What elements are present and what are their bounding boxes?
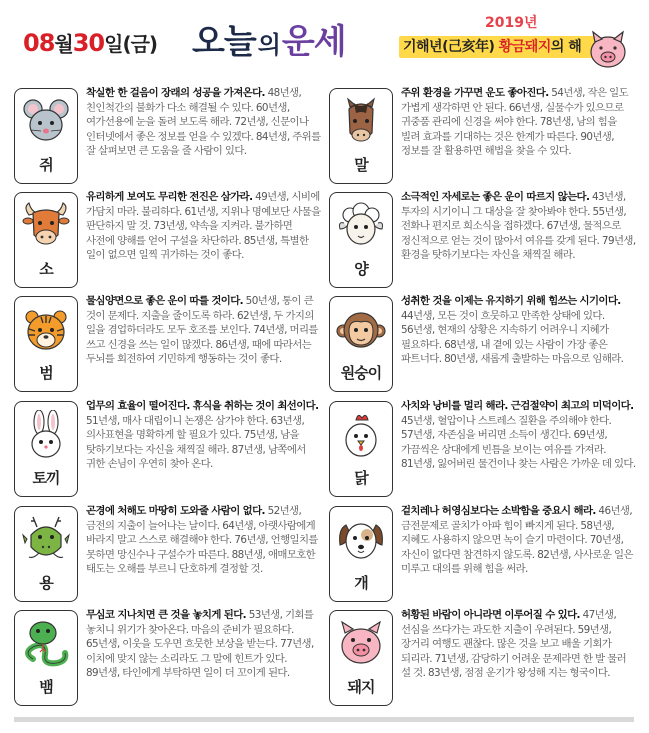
fortune-text — [401, 399, 636, 472]
animal-card — [14, 192, 78, 288]
fortune-text — [86, 608, 321, 681]
animal-name: 뱀 — [39, 678, 53, 696]
animal-card — [329, 192, 393, 288]
fortune-entry-pig — [329, 610, 636, 712]
fortune-headline: 유리하게 보여도 무리한 전진은 삼가라. — [86, 191, 253, 203]
fortune-entry-snake — [14, 610, 321, 712]
snake-icon — [21, 619, 71, 669]
date-weekday: (금) — [122, 32, 158, 56]
banner-line1: 기해년(己亥年) — [403, 39, 499, 55]
fortune-body: 46년생, 금전문제로 골치가 아파 힘이 빠지게 된다. 58년생, 지혜도 사용하지 않으면 녹이 슬기 마련이다. 70년생, 자신이 없다면 참견하지 않도록. 82년생, 사사로운 일은 미루고 대의를 위해 힘을 써라. — [401, 505, 633, 576]
fortune-headline: 곤경에 처해도 마땅히 도와줄 사람이 없다. — [86, 505, 265, 517]
animal-name: 쥐 — [39, 156, 53, 174]
fortune-entry-dog — [329, 506, 636, 608]
fortune-text — [86, 504, 321, 577]
animal-card — [14, 296, 78, 392]
banner-line — [403, 36, 581, 56]
banner-line3: 의 해 — [550, 39, 582, 55]
banner-year: 2019년 — [485, 15, 538, 31]
title-part1: 오늘 — [192, 22, 256, 62]
year-banner — [397, 12, 629, 72]
fortune-text — [86, 294, 321, 367]
fortune-headline: 착실한 한 걸음이 장래의 성공을 가져온다. — [86, 87, 265, 99]
date-month-unit: 월 — [54, 32, 73, 56]
date-month: 08 — [23, 29, 55, 57]
title-part3: 운세 — [281, 22, 346, 62]
fortune-text — [401, 504, 636, 577]
animal-name: 말 — [354, 156, 368, 174]
animal-name: 소 — [39, 260, 53, 278]
fortune-entry-horse — [329, 88, 636, 190]
animal-card — [14, 401, 78, 497]
animal-name: 원숭이 — [340, 364, 382, 382]
animal-name: 토끼 — [32, 469, 60, 487]
monkey-icon — [336, 305, 386, 355]
title-part2: 의 — [257, 31, 280, 59]
date-label — [23, 28, 157, 57]
fortune-text — [401, 190, 636, 263]
sheep-icon — [336, 201, 386, 251]
banner-pig-icon — [587, 30, 629, 70]
fortune-body: 43년생, 투자의 시기이니 그 대상을 잘 찾아봐야 한다. 55년생, 전화나 편지로 희소식을 접하겠다. 67년생, 물적으로 정신적으로 얻는 것이 많아서 여유를 갖게 된다. 79년생, 환경을 탓하기보다는 자신을 채찍질 해라. — [401, 191, 636, 262]
fortune-headline: 성취한 것을 이제는 유지하기 위해 힘쓰는 시기이다. — [401, 295, 621, 307]
header — [0, 0, 649, 82]
animal-card — [329, 610, 393, 706]
fortune-entry-monkey — [329, 296, 636, 398]
ox-icon — [21, 201, 71, 251]
animal-card — [14, 610, 78, 706]
page-title — [192, 14, 346, 63]
fortune-body: 45년생, 혈압이나 스트레스 질환을 주의해야 한다. 57년생, 자존심을 버리면 소득이 생긴다. 69년생, 가끔씩은 상대에게 빈틈을 보이는 여유를 가져라. 81년생, 잃어버린 물건이나 찾는 사람은 가까운 데 있다. — [401, 414, 636, 471]
fortune-entry-rooster — [329, 401, 636, 503]
fortune-body: 54년생, 작은 일도 가볍게 생각하면 안 된다. 66년생, 실물수가 있으므로 귀중품 관리에 신경을 써야 한다. 78년생, 남의 힘을 빌려 효과를 기대하는 것은 한계가 따른다. 90년생, 정보를 잘 활용하면 해법을 찾을 수 있다. — [401, 87, 629, 158]
fortune-entry-sheep — [329, 192, 636, 294]
fortune-body: 48년생, 친인척간의 불화가 다소 해결될 수 있다. 60년생, 여가선용에 눈을 돌려 보도록 해라. 72년생, 신문이나 인터넷에서 좋은 정보를 얻을 수 있겠다. 84년생, 주위를 잘 살펴보면 큰 도움을 줄 사람이 있다. — [86, 87, 321, 158]
pig-icon — [336, 619, 386, 669]
bottom-divider — [14, 717, 634, 722]
rabbit-icon — [21, 410, 71, 460]
animal-card — [329, 506, 393, 602]
fortune-headline: 주위 환경을 가꾸면 운도 좋아진다. — [401, 87, 549, 99]
animal-name: 개 — [354, 574, 368, 592]
rat-icon — [21, 97, 71, 147]
fortune-text — [86, 86, 321, 159]
fortune-body: 47년생, 선심을 쓰다가는 과도한 지출이 우려된다. 59년생, 장거리 여행도 괜찮다. 많은 것을 보고 배울 기회가 되리라. 71년생, 감당하기 어려운 문제라면 한 발 물러 설 것. 83년생, 점점 운기가 왕성해 지는 형국이다. — [401, 609, 627, 680]
fortune-body: 53년생, 기회를 놓치니 위기가 찾아온다. 마음의 준비가 필요하다. 65년생, 이웃을 도우면 흐뭇한 보상을 받는다. 77년생, 이치에 맞지 않는 소리라도 그 말에 힌트가 있다. 89년생, 타인에게 부탁하면 일이 더 꼬이게 된다. — [86, 609, 314, 680]
dragon-icon — [21, 515, 71, 565]
animal-card — [329, 296, 393, 392]
fortune-text — [401, 608, 636, 681]
horse-icon — [336, 97, 386, 147]
fortune-headline: 업무의 효율이 떨어진다. 휴식을 취하는 것이 최선이다. — [86, 400, 319, 412]
fortune-entry-rat — [14, 88, 321, 190]
fortune-headline: 소극적인 자세로는 좋은 운이 따르지 않는다. — [401, 191, 590, 203]
animal-name: 양 — [354, 260, 368, 278]
fortune-entry-dragon — [14, 506, 321, 608]
animal-name: 닭 — [354, 469, 368, 487]
fortune-headline: 사치와 낭비를 멀리 해라. 근검절약이 최고의 미덕이다. — [401, 400, 634, 412]
date-day-unit: 일 — [104, 32, 123, 56]
rooster-icon — [336, 410, 386, 460]
animal-card — [14, 88, 78, 184]
fortune-body: 49년생, 시비에 가담치 마라. 불리하다. 61년생, 지위나 명예보단 사물을 판단하지 말 것. 73년생, 약속을 지켜라. 불가하면 사전에 양해를 얻어 구설을 차단하라. 85년생, 특별한 일이 없으면 일찍 귀가하는 것이 좋다. — [86, 191, 321, 262]
fortune-headline: 물심양면으로 좋은 운이 따를 것이다. — [86, 295, 243, 307]
fortune-entry-rabbit — [14, 401, 321, 503]
animal-card — [329, 401, 393, 497]
fortune-headline: 허황된 바람이 아니라면 이루어질 수 있다. — [401, 609, 580, 621]
animal-card — [329, 88, 393, 184]
fortune-body: 52년생, 금전의 지출이 늘어나는 날이다. 64년생, 아랫사람에게 바라지 말고 스스로 해결해야 한다. 76년생, 언행일치를 못하면 망신수나 구설수가 따른다. 88년생, 애매모호한 태도는 오해를 부르니 단호하게 결정할 것. — [86, 505, 318, 576]
date-day: 30 — [72, 29, 105, 57]
fortune-text — [401, 86, 636, 159]
animal-card — [14, 506, 78, 602]
fortune-text — [401, 294, 636, 367]
animal-name: 범 — [39, 364, 53, 382]
fortune-entry-ox — [14, 192, 321, 294]
animal-name: 용 — [39, 574, 53, 592]
fortune-body: 51년생, 매사 대립이니 논쟁은 삼가야 한다. 63년생, 의사표현을 명확하게 할 필요가 있다. 75년생, 남을 탓하기보다는 자신을 채찍질 해라. 87년생, 남쪽에서 귀한 손님이 우연히 찾아 온다. — [86, 414, 306, 471]
fortune-headline: 겉치레나 허영심보다는 소박함을 중요시 해라. — [401, 505, 596, 517]
fortune-body: 50년생, 통이 큰 것이 문제다. 지출을 줄이도록 하라. 62년생, 두 가지의 일을 겸업하더라도 모두 호조를 보인다. 74년생, 머리를 쓰고 신경을 쓰는 일이 많겠다. 86년생, 때에 따라서는 두뇌를 회전하여 기민하게 행동하는 것이 좋다. — [86, 295, 318, 366]
fortune-headline: 무심코 지나치면 큰 것을 놓치게 된다. — [86, 609, 246, 621]
fortune-body: 44년생, 모든 것이 흐뭇하고 만족한 상태에 있다. 56년생, 현재의 상황은 지속하기 어려우니 지혜가 필요하다. 68년생, 내 곁에 있는 사람이 가장 좋은 파트너다. 80년생, 새롭게 출발하는 마음으로 임해라. — [401, 309, 624, 366]
banner-line2: 황금돼지 — [498, 39, 551, 55]
fortune-entry-tiger — [14, 296, 321, 398]
dog-icon — [336, 515, 386, 565]
animal-name: 돼지 — [347, 678, 375, 696]
fortune-text — [86, 190, 321, 263]
tiger-icon — [21, 305, 71, 355]
fortune-text — [86, 399, 321, 472]
